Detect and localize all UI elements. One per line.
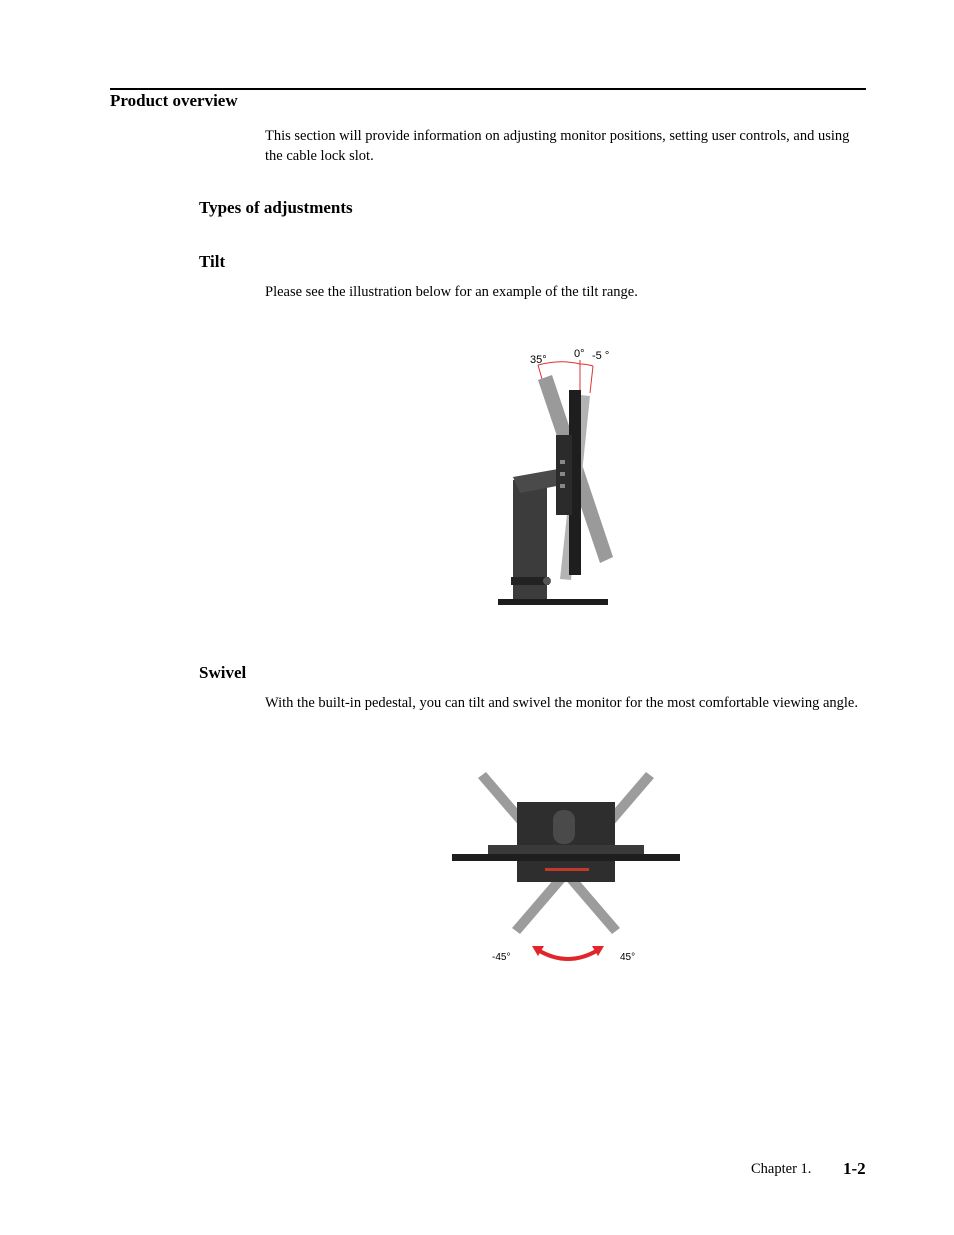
- section-intro: This section will provide information on adjusting monitor positions, setting user controls, and using the cable lock slot.: [265, 128, 850, 164]
- swivel-stand-neck: [553, 810, 575, 844]
- swivel-monitor-panel: [452, 854, 680, 861]
- tilt-label-back: 35°: [530, 354, 547, 366]
- tilt-stand-column: [513, 480, 547, 605]
- tilt-hinge-arm: [513, 469, 562, 493]
- tilt-stand-knob: [543, 577, 551, 585]
- swivel-base-mark: [545, 868, 589, 871]
- tilt-port-1: [560, 460, 565, 464]
- tilt-text: Please see the illustration below for an example of the tilt range.: [265, 284, 638, 300]
- tilt-label-forward: -5 °: [592, 350, 610, 362]
- footer-chapter: Chapter 1.: [751, 1161, 812, 1177]
- footer-page-number: 1-2: [843, 1159, 866, 1178]
- section-title: Product overview: [110, 91, 238, 110]
- swivel-illustration: [450, 770, 682, 970]
- tilt-line-forward: [590, 366, 593, 393]
- tilt-heading: Tilt: [199, 252, 226, 271]
- tilt-port-3: [560, 484, 565, 488]
- tilt-arc-forward: [580, 364, 593, 366]
- swivel-arrow: [538, 950, 598, 959]
- swivel-label-left: -45°: [492, 952, 511, 963]
- tilt-base: [498, 599, 608, 605]
- swivel-text: With the built-in pedestal, you can tilt and swivel the monitor for the most comfortable viewing angle.: [265, 695, 858, 711]
- tilt-label-zero: 0°: [574, 348, 585, 360]
- tilt-illustration: [480, 335, 630, 615]
- header-rule: [110, 88, 866, 90]
- types-heading: Types of adjustments: [199, 198, 353, 217]
- swivel-panel-vents: [488, 845, 644, 854]
- swivel-heading: Swivel: [199, 663, 247, 682]
- tilt-port-2: [560, 472, 565, 476]
- swivel-label-right: 45°: [620, 952, 636, 963]
